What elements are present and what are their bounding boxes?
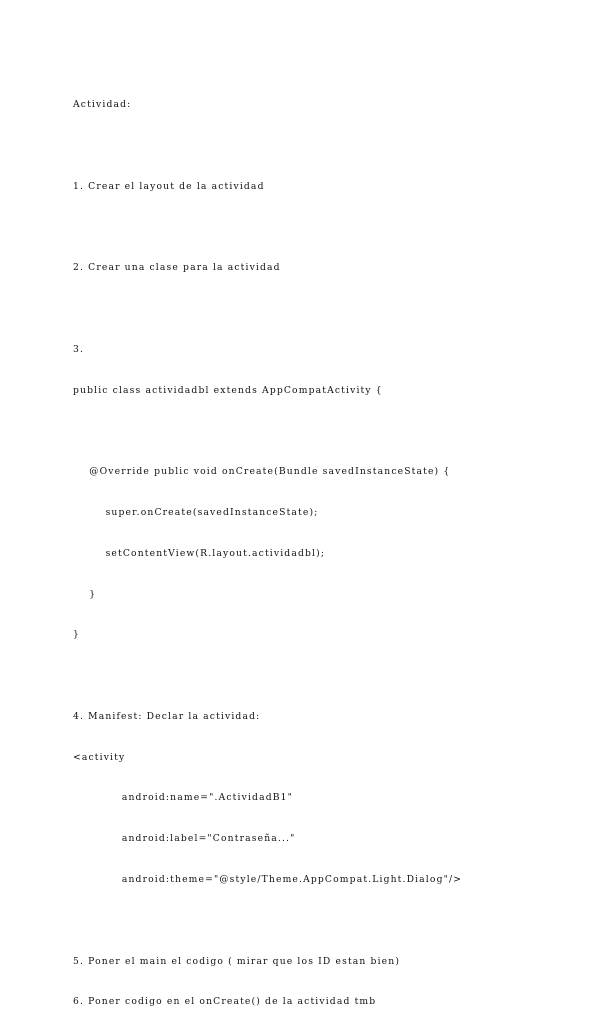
code-oncreate-signature: @Override public void onCreate(Bundle savedInstanceState) { <box>73 466 451 478</box>
step-3-line: 3. <box>73 343 85 355</box>
document-text <box>73 71 593 1036</box>
manifest-activity-open: <activity <box>73 751 126 763</box>
blank-line <box>73 221 593 235</box>
code-method-close: } <box>73 588 97 600</box>
blank-line <box>73 669 593 683</box>
manifest-android-theme: android:theme="@style/Theme.AppCompat.Light.Dialog"/> <box>73 874 463 886</box>
code-class-close: } <box>73 629 80 641</box>
step-5-line: 5. Poner el main el codigo ( mirar que los ID estan bien) <box>73 955 401 967</box>
blank-line <box>73 139 593 153</box>
blank-line <box>73 914 593 928</box>
blank-line <box>73 424 593 438</box>
step-4-line: 4. Manifest: Declar la actividad: <box>73 710 261 722</box>
step-1-line: 1. Crear el layout de la actividad <box>73 180 265 192</box>
code-class-declaration: public class actividadbl extends AppCompatActivity { <box>73 384 383 396</box>
heading-actividad: Actividad: <box>73 99 132 111</box>
step-6-line: 6. Poner codigo en el onCreate() de la actividad tmb <box>73 996 377 1008</box>
blank-line <box>73 302 593 316</box>
step-2-line: 2. Crear una clase para la actividad <box>73 262 281 274</box>
code-setcontentview: setContentView(R.layout.actividadbl); <box>73 547 326 559</box>
code-super-call: super.onCreate(savedInstanceState); <box>73 507 319 518</box>
manifest-android-label: android:label="Contraseña..." <box>73 833 296 845</box>
manifest-android-name: android:name=".ActividadB1" <box>73 792 293 804</box>
